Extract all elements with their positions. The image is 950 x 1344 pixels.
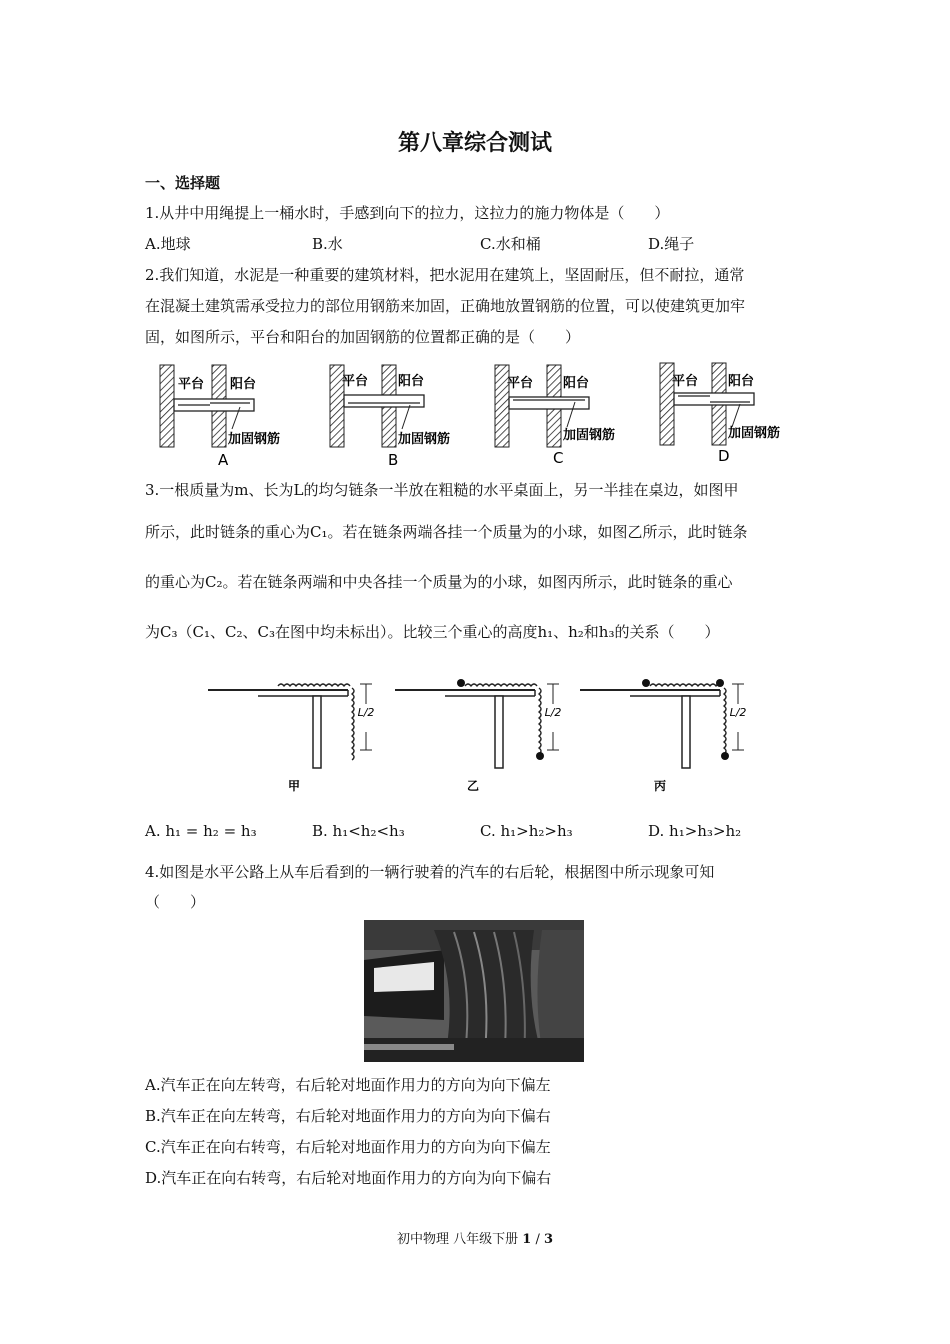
q3-option-d: D. h₁>h₃>h₂ xyxy=(648,822,742,840)
page-title: 第八章综合测试 xyxy=(397,131,552,156)
q4-stem-line1: 4.如图是水平公路上从车后看到的一辆行驶着的汽车的右后轮，根据图中所示现象可知 xyxy=(145,863,715,881)
q2-b-label: B xyxy=(388,451,399,469)
q3-bing-label: 丙 xyxy=(654,779,667,793)
q4-option-a: A.汽车正在向左转弯，右后轮对地面作用力的方向为向下偏左 xyxy=(145,1076,551,1094)
q3-panel-yi xyxy=(395,679,561,793)
q3-stem-line2: 所示，此时链条的重心为C₁。若在链条两端各挂一个质量为的小球，如图乙所示，此时链条 xyxy=(145,523,748,541)
q3-yi-label: 乙 xyxy=(467,779,480,793)
q2-d-platform-label: 平台 xyxy=(672,374,699,389)
q2-d-label: D xyxy=(718,447,730,465)
q2-b-balcony-label: 阳台 xyxy=(398,374,425,389)
q2-b-rebar-label: 加固钢筋 xyxy=(398,432,451,447)
page-footer xyxy=(0,1228,950,1247)
q2-stem-line3: 固，如图所示，平台和阳台的加固钢筋的位置都正确的是（ ） xyxy=(145,328,581,346)
q2-c-balcony-label: 阳台 xyxy=(563,376,590,391)
q3-bing-dim: L/2 xyxy=(729,706,747,719)
q2-panel-b xyxy=(330,365,450,469)
q2-c-platform-label: 平台 xyxy=(507,376,534,391)
q2-a-platform-label: 平台 xyxy=(178,377,205,392)
q2-a-label: A xyxy=(218,451,229,469)
q1-option-c: C.水和桶 xyxy=(480,235,541,253)
q1-option-a: A.地球 xyxy=(145,235,191,253)
q3-option-a: A. h₁ = h₂ = h₃ xyxy=(145,822,257,840)
q2-d-rebar-label: 加固钢筋 xyxy=(728,426,781,441)
q3-panel-jia xyxy=(208,684,374,793)
q2-panel-d xyxy=(660,363,780,465)
q2-a-balcony-label: 阳台 xyxy=(230,377,257,392)
q3-option-c: C. h₁>h₂>h₃ xyxy=(480,822,573,840)
q2-panel-c xyxy=(495,365,615,467)
q4-option-d: D.汽车正在向右转弯，右后轮对地面作用力的方向为向下偏右 xyxy=(145,1169,552,1187)
q4-tire-photo xyxy=(364,920,584,1062)
q2-d-balcony-label: 阳台 xyxy=(728,374,755,389)
footer-page: 1 xyxy=(522,1232,532,1247)
q2-c-label: C xyxy=(553,449,564,467)
q2-c-rebar-label: 加固钢筋 xyxy=(563,428,616,443)
q3-stem-line3: 的重心为C₂。若在链条两端和中央各挂一个质量为的小球，如图丙所示，此时链条的重心 xyxy=(145,573,733,591)
q1-stem: 1.从井中用绳提上一桶水时，手感到向下的拉力，这拉力的施力物体是（ ） xyxy=(145,204,670,222)
q3-figure xyxy=(200,670,760,800)
q3-option-b: B. h₁<h₂<h₃ xyxy=(312,822,405,840)
section-heading: 一、选择题 xyxy=(145,174,221,192)
q3-stem-line4: 为C₃（C₁、C₂、C₃在图中均未标出）。比较三个重心的高度h₁、h₂和h₃的关系（ ） xyxy=(145,623,720,641)
q2-stem-line1: 2.我们知道，水泥是一种重要的建筑材料，把水泥用在建筑上，坚固耐压，但不耐拉，通常 xyxy=(145,266,745,284)
q1-option-b: B.水 xyxy=(312,235,343,253)
q1-option-d: D.绳子 xyxy=(648,235,695,253)
q3-panel-bing xyxy=(580,679,746,793)
q4-option-b: B.汽车正在向左转弯，右后轮对地面作用力的方向为向下偏右 xyxy=(145,1107,551,1125)
footer-sep: / xyxy=(535,1232,540,1247)
q4-option-c: C.汽车正在向右转弯，右后轮对地面作用力的方向为向下偏左 xyxy=(145,1138,551,1156)
footer-text: 初中物理 八年级下册 xyxy=(396,1232,519,1247)
q2-stem-line2: 在混凝土建筑需承受拉力的部位用钢筋来加固，正确地放置钢筋的位置，可以使建筑更加牢 xyxy=(145,297,746,315)
q2-figure xyxy=(140,355,820,475)
q3-yi-dim: L/2 xyxy=(544,706,562,719)
q2-b-platform-label: 平台 xyxy=(342,374,369,389)
q3-jia-dim: L/2 xyxy=(357,706,375,719)
q2-a-rebar-label: 加固钢筋 xyxy=(228,432,281,447)
footer-total: 3 xyxy=(543,1232,554,1247)
q3-jia-label: 甲 xyxy=(288,779,301,793)
q3-stem-line1: 3.一根质量为m、长为L的均匀链条一半放在粗糙的水平桌面上，另一半挂在桌边，如图甲 xyxy=(145,481,739,499)
q2-panel-a xyxy=(160,365,280,469)
q4-stem-line2: （ ） xyxy=(145,893,206,911)
